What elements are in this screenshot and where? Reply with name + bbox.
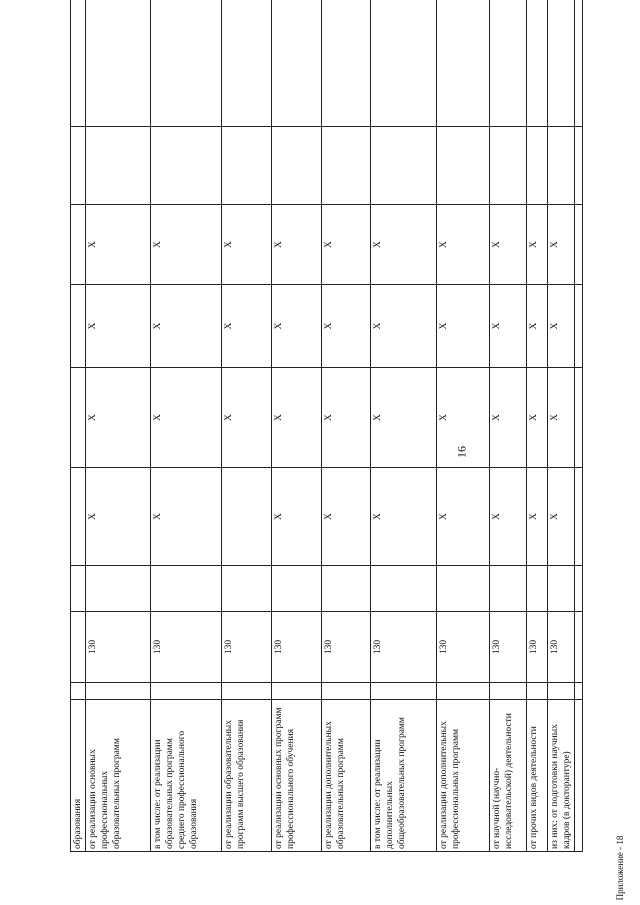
empty-cell [71, 566, 86, 612]
table-row [222, 0, 272, 852]
row-code [71, 612, 86, 683]
x-mark-cell [575, 127, 583, 205]
empty-cell [322, 683, 371, 700]
x-mark-cell: X [527, 205, 548, 285]
empty-cell [272, 566, 322, 612]
empty-cell [527, 566, 548, 612]
row-label: из них: от подготовки научных кадров (в докторантуре) [548, 700, 575, 852]
row-code: 130 [437, 612, 490, 683]
x-mark-cell: X [548, 368, 575, 468]
x-mark-cell: X [371, 285, 437, 368]
x-mark-cell: X [527, 468, 548, 566]
x-mark-cell: X [437, 468, 490, 566]
row-code: 130 [490, 612, 527, 683]
page-number: 16 [454, 446, 469, 458]
empty-cell [151, 0, 222, 127]
x-mark-cell: X [86, 285, 151, 368]
row-code: 130 [548, 612, 575, 683]
x-mark-cell [71, 468, 86, 566]
table-row [527, 0, 548, 852]
empty-cell [371, 683, 437, 700]
x-mark-cell: X [437, 285, 490, 368]
empty-cell [548, 566, 575, 612]
table-row [575, 0, 583, 852]
row-label: образования [71, 700, 86, 852]
table-row [151, 0, 222, 852]
empty-cell [86, 0, 151, 127]
empty-cell [151, 566, 222, 612]
empty-cell [71, 0, 86, 127]
row-label: от реализации дополнительных профессиональных программ [437, 700, 490, 852]
x-mark-cell [151, 127, 222, 205]
row-code: 130 [371, 612, 437, 683]
empty-cell [322, 0, 371, 127]
x-mark-cell: X [490, 368, 527, 468]
x-mark-cell [575, 468, 583, 566]
empty-cell [71, 683, 86, 700]
x-mark-cell: X [151, 285, 222, 368]
table-row [548, 0, 575, 852]
empty-cell [86, 683, 151, 700]
row-label: от реализации основных программ профессионального обучения [272, 700, 322, 852]
x-mark-cell [71, 127, 86, 205]
x-mark-cell: X [490, 205, 527, 285]
empty-cell [437, 683, 490, 700]
row-label: от реализации основных профессиональных образовательных программ [86, 700, 151, 852]
empty-cell [490, 0, 527, 127]
rotated-table-wrapper [70, 0, 575, 852]
empty-cell [437, 566, 490, 612]
x-mark-cell [222, 468, 272, 566]
x-mark-cell [490, 127, 527, 205]
x-mark-cell [322, 127, 371, 205]
row-code: 130 [527, 612, 548, 683]
row-code: 130 [86, 612, 151, 683]
empty-cell [371, 566, 437, 612]
x-mark-cell: X [151, 368, 222, 468]
x-mark-cell: X [490, 285, 527, 368]
empty-cell [548, 683, 575, 700]
x-mark-cell [575, 285, 583, 368]
x-mark-cell: X [151, 205, 222, 285]
empty-cell [527, 0, 548, 127]
x-mark-cell: X [437, 368, 490, 468]
row-code: 130 [151, 612, 222, 683]
x-mark-cell: X [222, 205, 272, 285]
row-code: 130 [272, 612, 322, 683]
empty-cell [222, 0, 272, 127]
empty-cell [222, 683, 272, 700]
x-mark-cell [371, 127, 437, 205]
empty-cell [371, 0, 437, 127]
empty-cell [575, 0, 583, 127]
empty-cell [437, 0, 490, 127]
x-mark-cell [548, 127, 575, 205]
x-mark-cell: X [527, 368, 548, 468]
x-mark-cell: X [322, 205, 371, 285]
x-mark-cell: X [222, 285, 272, 368]
x-mark-cell: X [322, 368, 371, 468]
x-mark-cell: X [490, 468, 527, 566]
row-code: 130 [222, 612, 272, 683]
x-mark-cell: X [437, 205, 490, 285]
x-mark-cell: X [272, 368, 322, 468]
table-row [490, 0, 527, 852]
row-label: от научной (научно-исследовательской) деятельности [490, 700, 527, 852]
x-mark-cell: X [371, 368, 437, 468]
row-label: в том числе: от реализации дополнительных общеобразовательных программ [371, 700, 437, 852]
x-mark-cell: X [322, 468, 371, 566]
x-mark-cell [575, 205, 583, 285]
x-mark-cell: X [86, 205, 151, 285]
row-code [575, 612, 583, 683]
empty-cell [222, 566, 272, 612]
row-code: 130 [322, 612, 371, 683]
x-mark-cell: X [272, 468, 322, 566]
x-mark-cell [71, 285, 86, 368]
x-mark-cell: X [548, 205, 575, 285]
empty-cell [490, 683, 527, 700]
x-mark-cell [86, 127, 151, 205]
x-mark-cell: X [548, 285, 575, 368]
empty-cell [490, 566, 527, 612]
row-label: от прочих видов деятельности [527, 700, 548, 852]
empty-cell [151, 683, 222, 700]
empty-cell [527, 683, 548, 700]
table-row [371, 0, 437, 852]
x-mark-cell [272, 127, 322, 205]
x-mark-cell: X [371, 468, 437, 566]
empty-cell [86, 566, 151, 612]
empty-cell [272, 0, 322, 127]
x-mark-cell: X [151, 468, 222, 566]
x-mark-cell [575, 368, 583, 468]
x-mark-cell: X [548, 468, 575, 566]
table-row [86, 0, 151, 852]
x-mark-cell [71, 368, 86, 468]
x-mark-cell [527, 127, 548, 205]
row-label: от реализации образовательных программ высшего образования [222, 700, 272, 852]
x-mark-cell: X [272, 285, 322, 368]
data-table [70, 0, 583, 852]
empty-cell [322, 566, 371, 612]
empty-cell [575, 683, 583, 700]
table-row [71, 0, 86, 852]
empty-cell [548, 0, 575, 127]
row-label [575, 700, 583, 852]
x-mark-cell: X [371, 205, 437, 285]
x-mark-cell: X [222, 368, 272, 468]
x-mark-cell: X [272, 205, 322, 285]
x-mark-cell [222, 127, 272, 205]
x-mark-cell: X [322, 285, 371, 368]
row-label: в том числе: от реализации образовательных программ среднего профессионального образования [151, 700, 222, 852]
table-row [437, 0, 490, 852]
empty-cell [575, 566, 583, 612]
x-mark-cell [71, 205, 86, 285]
x-mark-cell: X [527, 285, 548, 368]
x-mark-cell: X [86, 368, 151, 468]
table-row [322, 0, 371, 852]
footer-annex-label: Приложение - 18 [615, 835, 625, 901]
table-row [272, 0, 322, 852]
x-mark-cell: X [86, 468, 151, 566]
empty-cell [272, 683, 322, 700]
x-mark-cell [437, 127, 490, 205]
row-label: от реализации дополнительных образовательных программ [322, 700, 371, 852]
